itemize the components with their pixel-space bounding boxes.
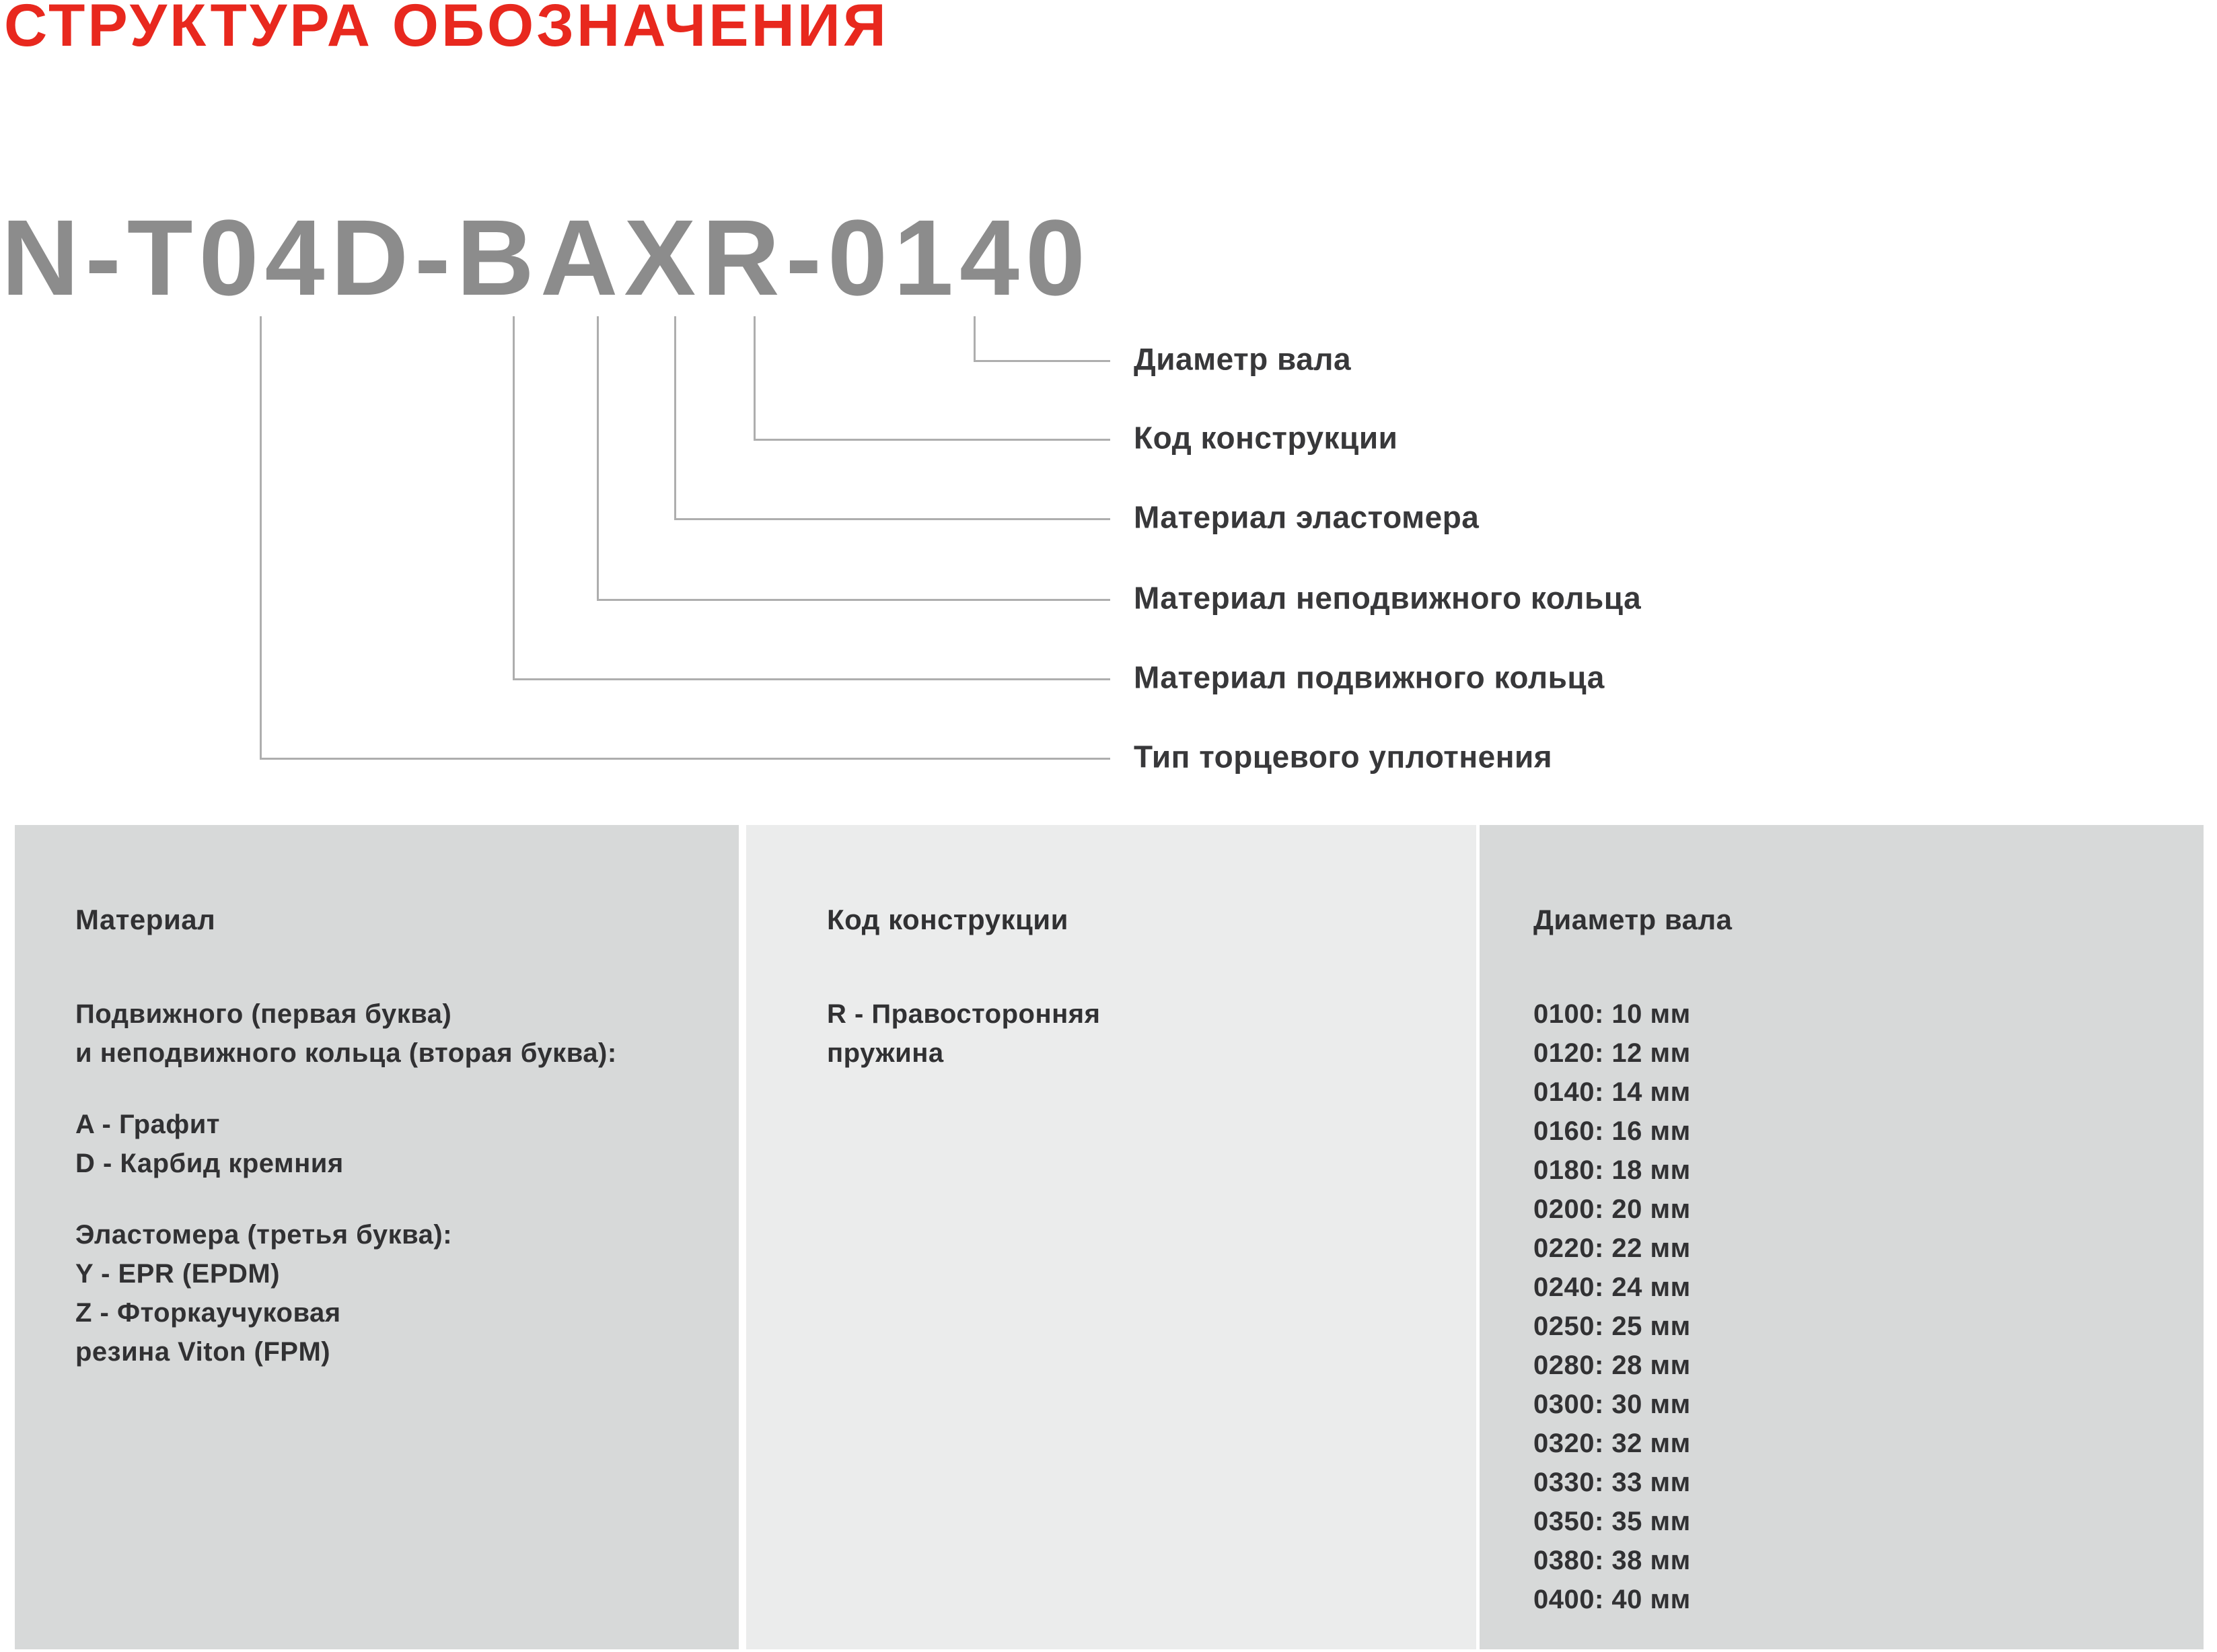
list-item: 0330: 33 мм	[1533, 1468, 1691, 1497]
list-item: 0320: 32 мм	[1533, 1429, 1691, 1458]
panel-material-ring-codes	[75, 1105, 344, 1183]
panel-construction-body	[827, 995, 1100, 1073]
list-item: Y - EPR (EPDM)	[75, 1259, 281, 1289]
panel-material-rings-intro	[75, 995, 617, 1073]
list-item: 0400: 40 мм	[1533, 1585, 1691, 1614]
callout-label-stationary-ring: Материал неподвижного кольца	[1134, 580, 1642, 616]
page-title: СТРУКТУРА ОБОЗНАЧЕНИЯ	[4, 0, 889, 59]
text-line: R - Правосторонняя	[827, 999, 1101, 1029]
list-item: 0300: 30 мм	[1533, 1390, 1691, 1419]
callout-label-elastomer-material: Материал эластомера	[1134, 499, 1480, 535]
panel-material	[15, 825, 739, 1649]
text-line: Эластомера (третья буква):	[75, 1220, 453, 1250]
panel-diameter-title: Диаметр вала	[1533, 904, 1733, 935]
callout-label-rotating-ring: Материал подвижного кольца	[1134, 659, 1605, 695]
panel-diameter-list	[1533, 995, 1691, 1619]
list-item: 0120: 12 мм	[1533, 1038, 1691, 1068]
text-line: Подвижного (первая буква)	[75, 999, 452, 1029]
list-item: 0280: 28 мм	[1533, 1351, 1691, 1380]
list-item: 0380: 38 мм	[1533, 1546, 1691, 1575]
list-item: резина Viton (FPM)	[75, 1337, 331, 1367]
list-item: 0250: 25 мм	[1533, 1312, 1691, 1341]
text-line: и неподвижного кольца (вторая буква):	[75, 1038, 617, 1068]
list-item: Z - Фторкаучуковая	[75, 1298, 341, 1328]
text-line: пружина	[827, 1038, 944, 1068]
designation-code: N-T04D-BAXR-0140	[1, 197, 1091, 318]
panel-construction-title: Код конструкции	[827, 904, 1068, 935]
callout-label-shaft-diameter: Диаметр вала	[1134, 341, 1352, 377]
list-item: 0200: 20 мм	[1533, 1194, 1691, 1224]
list-item: A - Графит	[75, 1110, 220, 1139]
list-item: 0140: 14 мм	[1533, 1077, 1691, 1107]
connector-line-seal-type	[260, 316, 1110, 760]
list-item: 0240: 24 мм	[1533, 1272, 1691, 1302]
list-item: D - Карбид кремния	[75, 1149, 344, 1178]
list-item: 0100: 10 мм	[1533, 999, 1691, 1029]
list-item: 0220: 22 мм	[1533, 1233, 1691, 1263]
panel-material-title: Материал	[75, 904, 216, 935]
list-item: 0350: 35 мм	[1533, 1507, 1691, 1536]
list-item: 0160: 16 мм	[1533, 1116, 1691, 1146]
callout-label-construction-code: Код конструкции	[1134, 420, 1398, 456]
list-item: 0180: 18 мм	[1533, 1155, 1691, 1185]
panel-material-elastomer-codes	[75, 1215, 452, 1371]
panel-shaft-diameter	[1480, 825, 2204, 1649]
callout-label-seal-type: Тип торцевого уплотнения	[1134, 739, 1553, 775]
panel-construction-code	[746, 825, 1476, 1649]
